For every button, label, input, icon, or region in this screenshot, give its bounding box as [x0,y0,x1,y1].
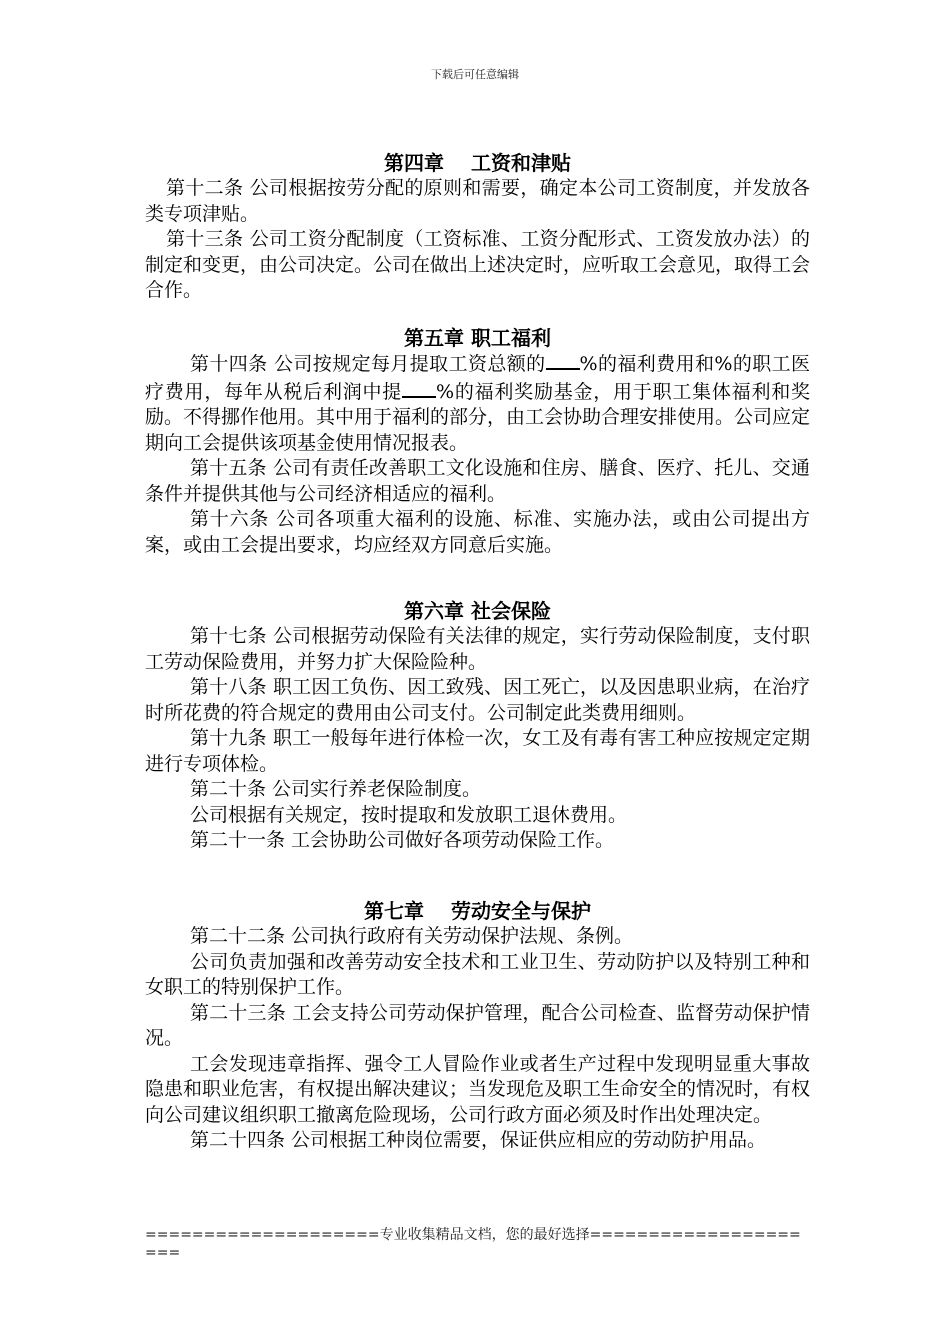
chapter-5-title: 第五章 职工福利 [404,326,551,350]
article-19: 第十九条 职工一般每年进行体检一次，女工及有毒有害工种应按规定定期进行专项体检。 [145,727,810,775]
article-21: 第二十一条 工会协助公司做好各项劳动保险工作。 [190,829,615,851]
article-18: 第十八条 职工因工负伤、因工致残、因工死亡，以及因患职业病，在治疗时所花费的符合规定的费用由公司支付。公司制定此类费用细则。 [145,676,810,724]
article-22: 第二十二条 公司执行政府有关劳动保护法规、条例。 [190,925,634,947]
chapter-4-body [145,176,810,304]
article-12: 第十二条 公司根据按劳分配的原则和需要，确定本公司工资制度，并发放各类专项津贴。 [145,177,810,225]
chapter-4-title: 第四章 工资和津贴 [384,151,571,175]
article-23-note: 工会发现违章指挥、强令工人冒险作业或者生产过程中发现明显重大事故隐患和职业危害，有权提出解决建议；当发现危及职工生命安全的情况时，有权向公司建议组织职工撤离危险现场，公司行政方面必须及时作出处理决定。 [145,1052,811,1126]
page-header-note: 下载后可任意编辑 [431,68,519,81]
article-23: 第二十三条 工会支持公司劳动保护管理，配合公司检查、监督劳动保护情况。 [145,1001,810,1049]
chapter-6-body [145,624,810,854]
article-20-note: 公司根据有关规定，按时提取和发放职工退休费用。 [190,803,628,826]
article-22-note: 公司负责加强和改善劳动安全技术和工业卫生、劳动防护以及特别工种和女职工的特别保护工作。 [145,950,810,998]
article-14-part-b: %的福利费用和%的职工医疗费用，每年从税后利润中提 [145,353,810,403]
chapter-5-body [145,350,810,558]
chapter-6-title: 第六章 社会保险 [404,599,551,623]
article-13: 第十三条 公司工资分配制度（工资标准、工资分配形式、工资发放办法）的制定和变更，由公司决定。公司在做出上述决定时，应听取工会意见，取得工会合作。 [145,228,811,301]
blank-field-1 [546,350,580,370]
article-16: 第十六条 公司各项重大福利的设施、标准、实施办法，或由公司提出方案，或由工会提出要求，均应经双方同意后实施。 [145,508,810,556]
page-footer: ====================专业收集精品文档，您的最好选择===================== [145,1227,801,1261]
article-24: 第二十四条 公司根据工种岗位需要，保证供应相应的劳动防护用品。 [190,1129,767,1151]
article-15: 第十五条 公司有责任改善职工文化设施和住房、膳食、医疗、托儿、交通条件并提供其他与公司经济相适应的福利。 [145,457,810,505]
article-20: 第二十条 公司实行养老保险制度。 [190,778,482,800]
article-17: 第十七条 公司根据劳动保险有关法律的规定，实行劳动保险制度，支付职工劳动保险费用，并努力扩大保险险种。 [145,625,810,673]
blank-field-2 [402,378,436,398]
article-14 [145,350,810,456]
chapter-7-title: 第七章 劳动安全与保护 [364,899,591,923]
chapter-7-body [145,924,810,1154]
article-14-part-c: %的福利奖励基金，用于职工集体福利和奖励。不得挪作他用。其中用于福利的部分，由工会协助合理安排使用。公司应定期向工会提供该项基金使用情况报表。 [145,380,811,454]
article-14-part-a: 第十四条 公司按规定每月提取工资总额的 [190,353,546,375]
